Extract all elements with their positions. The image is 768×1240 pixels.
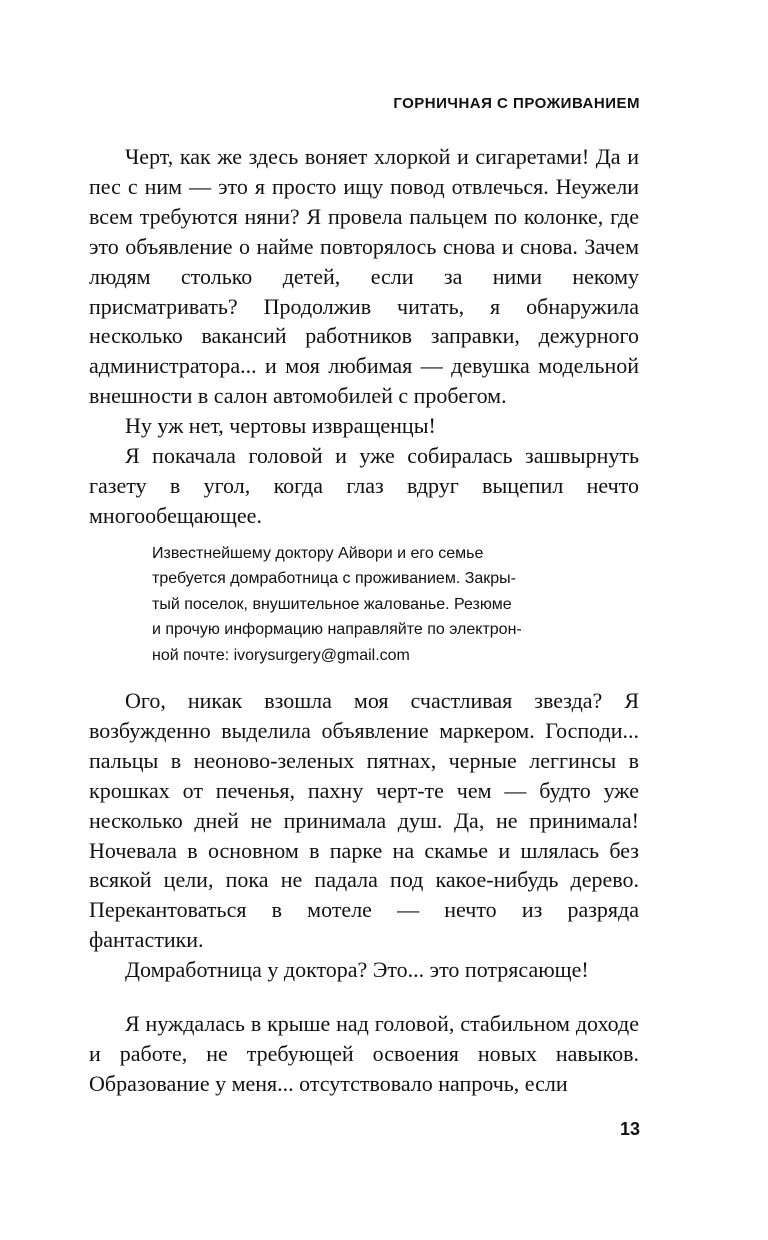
paragraph: Ну уж нет, чертовы извращенцы! (125, 413, 436, 439)
classified-ad (152, 541, 586, 668)
text-block-final (89, 1009, 639, 1099)
paragraph: Я нуждалась в крыше над головой, стабильном доходе и работе, не требующей освоения новых навыков. Образование у меня... отсутствовало напрочь, если (89, 1011, 639, 1096)
paragraph: Черт, как же здесь воняет хлоркой и сигаретами! Да и пес с ним — это я просто ищу повод отвлечься. Неужели всем требуются няни? Я провела пальцем по колонке, где это объявление о найме повторялось снова и снова. Зачем людям столько детей, если за ними некому присматривать? Продолжив читать, я обнаружила несколько вакансий работников заправки, дежурного администратора... и моя любимая — девушка модельной внешности в салон автомобилей с пробегом. (89, 144, 639, 409)
ad-line: Известнейшему доктору Айвори и его семье (152, 545, 484, 562)
paragraph: Домработница у доктора? Это... это потрясающе! (125, 957, 589, 983)
ad-line: требуется домработница с проживанием. Закры- (152, 570, 516, 588)
ad-line: и прочую информацию направляйте по электрон- (152, 621, 522, 639)
ad-line: ной почте: ivorysurgery@gmail.com (152, 646, 410, 664)
paragraph: Ого, никак взошла моя счастливая звезда? Я возбужденно выделила объявление маркером. Господи... пальцы в неоново-зеленых пятнах, черные леггинсы в крошках от печенья, пахну черт-те чем — будто уже несколько дней не принимала душ. Да, не принимала! Ночевала в основном в парке на скамье и шлялась без всякой цели, пока не падала под какое-нибудь дерево. Перекантоваться в мотеле — нечто из разряда фантастики. (89, 688, 639, 953)
page-number: 13 (619, 1119, 640, 1139)
ad-line: тый поселок, внушительное жалованье. Резюме (152, 595, 512, 613)
running-head-title: ГОРНИЧНАЯ С ПРОЖИВАНИЕМ (393, 95, 640, 112)
text-block-after-ad (89, 686, 639, 985)
paragraph: Я покачала головой и уже собиралась зашвырнуть газету в угол, когда глаз вдруг выцепил нечто многообещающее. (89, 443, 639, 528)
text-block-before-ad (89, 142, 639, 531)
